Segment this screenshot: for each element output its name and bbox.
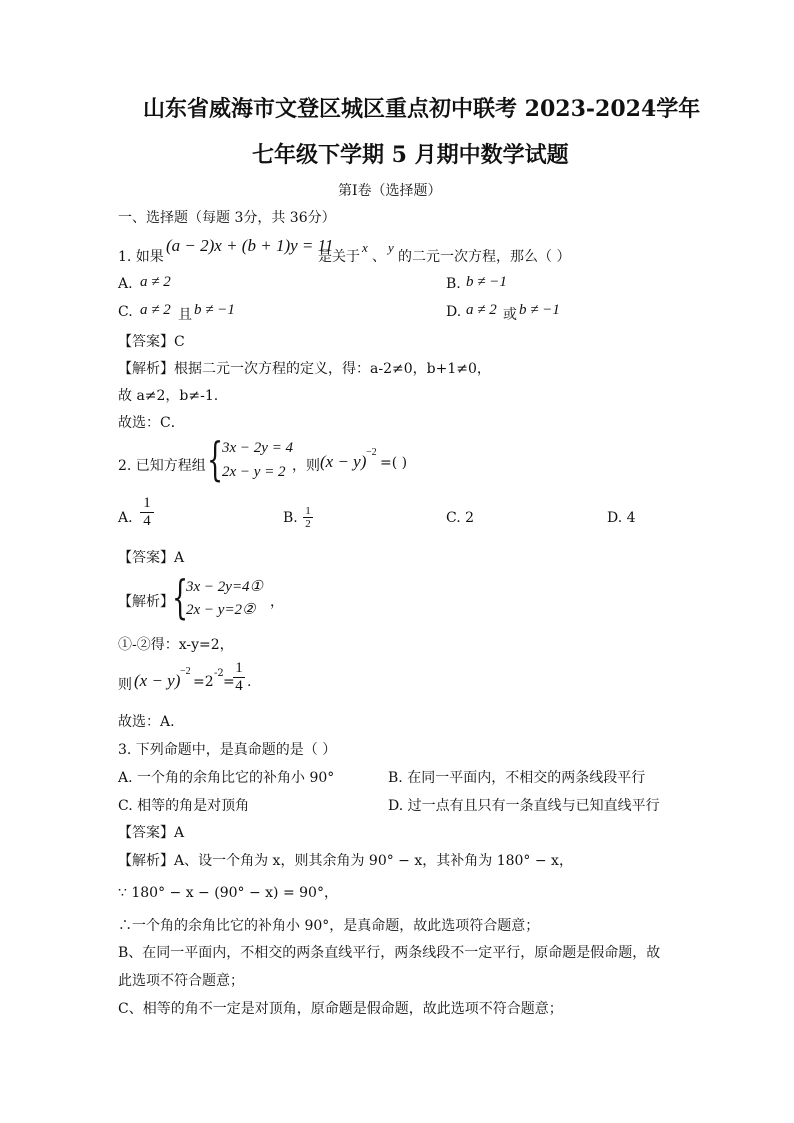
q2-option-a-numerator: 1: [143, 495, 151, 511]
q1-option-b: b ≠ −1: [466, 274, 507, 290]
q2-option-d: D. 4: [607, 510, 636, 526]
q2-suffix-2: =( ): [380, 455, 408, 471]
q3-option-d: D. 过一点有且只有一条直线与已知直线平行: [388, 798, 660, 814]
q2-option-b-denominator: 2: [303, 517, 313, 530]
q3-option-b: B. 在同一平面内，不相交的两条线段平行: [388, 770, 646, 786]
q2-step-2-fraction: [233, 660, 245, 695]
q2-equation-2: 2x − y = 2: [222, 464, 286, 480]
q1-option-d-part1: a ≠ 2: [466, 302, 497, 318]
title-line-1: 山东省威海市文登区城区重点初中联考 2023-2024学年: [143, 96, 701, 122]
q1-var-y: y: [388, 240, 394, 255]
q2-analysis-brace: {: [172, 570, 189, 624]
q2-option-a-denominator: 4: [140, 512, 154, 530]
q1-var-x: x: [362, 240, 368, 255]
q1-prefix: 1. 如果: [118, 249, 164, 265]
q2-step-2-end: .: [247, 674, 252, 690]
q3-option-c: C. 相等的角是对顶角: [118, 798, 250, 814]
q2-analysis-eq2: 2x − y=2②: [186, 602, 256, 618]
part-header: 一、选择题（每题 3分，共 36分）: [118, 210, 336, 226]
q2-option-a-fraction: [140, 495, 154, 530]
q1-option-c-mid: 且: [178, 307, 192, 323]
q1-sep: 、: [372, 249, 386, 265]
q2-step-2-mid-exponent: -2: [214, 668, 224, 679]
q2-answer: 【答案】A: [118, 550, 185, 566]
q1-choose: 故选：C．: [118, 415, 185, 431]
q3-analysis: 【解析】A、设一个角为 x，则其余角为 90° − x，其补角为 180° − x，: [118, 853, 573, 869]
q2-step-2-denominator: 4: [233, 677, 245, 695]
q2-option-c: C. 2: [446, 510, 475, 526]
q1-analysis: 【解析】根据二元一次方程的定义，得：a-2≠0，b+1≠0，: [118, 361, 491, 377]
q3-b-line-1: B、在同一平面内，不相交的两条直线平行，两条线段不一定平行，原命题是假命题，故: [118, 945, 661, 961]
q1-answer: 【答案】C: [118, 334, 185, 350]
q1-expression: (a − 2)x + (b + 1)y = 11: [166, 236, 334, 255]
q2-analysis-label: 【解析】: [118, 594, 174, 610]
q1-option-a-label: A.: [118, 276, 133, 292]
q3-b-line-2: 此选项不符合题意；: [118, 973, 244, 989]
q2-step-2-numerator: 1: [235, 660, 243, 676]
q2-step-1: ①-②得：x-y=2，: [118, 637, 234, 653]
q1-option-b-label: B.: [446, 276, 461, 292]
q1-option-c-part2: b ≠ −1: [194, 302, 235, 318]
q1-option-c-part1: a ≠ 2: [140, 302, 171, 318]
q2-suffix-1: ，则: [292, 458, 320, 474]
q3-therefore: ∴一个角的余角比它的补角小 90°，是真命题，故此选项符合题意；: [118, 918, 540, 934]
q1-option-d-mid: 或: [503, 307, 517, 323]
q1-option-d-part2: b ≠ −1: [519, 302, 560, 318]
q2-step-2-exponent: −2: [180, 666, 191, 677]
q2-option-a-label: A.: [118, 510, 133, 526]
q3-because: ∵ 180° − x − (90° − x) = 90°，: [118, 885, 338, 901]
q2-step-2-expression: (x − y): [134, 671, 181, 690]
title-line-2: 七年级下学期 5 月期中数学试题: [252, 142, 569, 168]
q1-analysis-line2: 故 a≠2，b≠-1.: [118, 388, 219, 404]
q2-suffix-exponent: −2: [366, 447, 377, 458]
q2-prefix: 2. 已知方程组: [118, 458, 206, 474]
section-header: 第Ⅰ卷（选择题）: [338, 183, 442, 199]
q2-step-2-prefix: 则: [118, 677, 132, 693]
q2-analysis-eq1: 3x − 2y=4①: [186, 579, 264, 595]
q2-system-brace: {: [207, 432, 224, 486]
q2-step-2-equals: =: [223, 674, 235, 690]
q2-suffix-expression: (x − y): [320, 452, 367, 471]
q2-option-b-fraction: [303, 505, 313, 530]
q3-c-line: C、相等的角不一定是对顶角，原命题是假命题，故此选项不符合题意；: [118, 1001, 563, 1017]
q2-step-2-mid: =2: [193, 674, 214, 690]
q1-suffix: 的二元一次方程，那么（ ）: [398, 249, 571, 265]
q1-option-a: a ≠ 2: [140, 274, 171, 290]
q2-analysis-comma: ，: [270, 594, 284, 610]
q3-stem: 3. 下列命题中，是真命题的是（ ）: [118, 742, 337, 758]
q2-option-b-numerator: 1: [305, 505, 311, 517]
q3-answer: 【答案】A: [118, 825, 185, 841]
q3-option-a: A. 一个角的余角比它的补角小 90°: [118, 770, 335, 786]
q1-option-c-label: C.: [118, 304, 133, 320]
q2-equation-1: 3x − 2y = 4: [222, 440, 294, 456]
q2-choose: 故选：A.: [118, 714, 175, 730]
q1-mid: 是关于: [318, 249, 360, 265]
q2-option-b-label: B.: [283, 510, 298, 526]
q1-option-d-label: D.: [446, 304, 462, 320]
